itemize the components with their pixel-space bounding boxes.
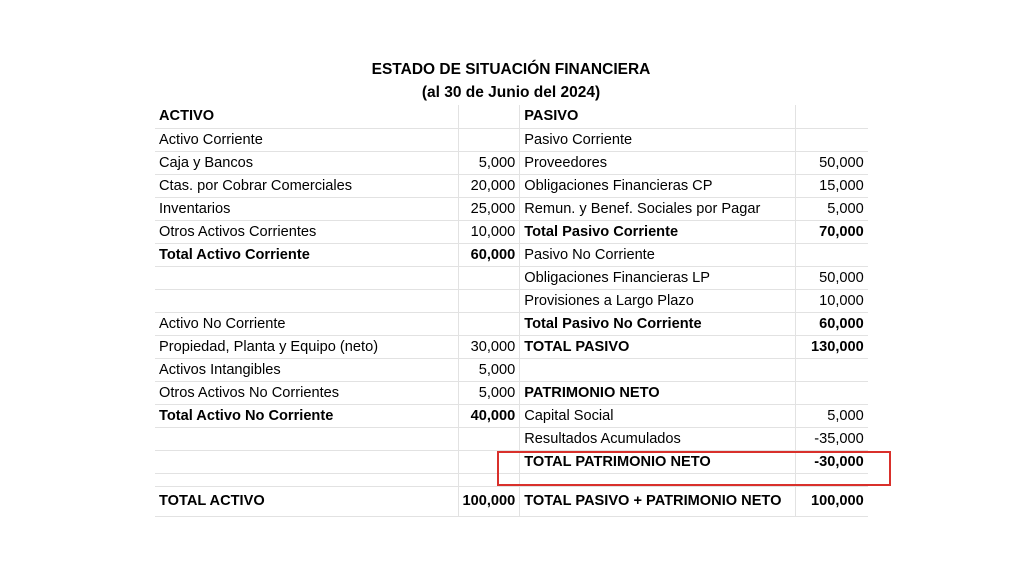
- asset-label: Total Activo Corriente: [155, 243, 458, 266]
- asset-label: Otros Activos No Corrientes: [155, 381, 458, 404]
- asset-value: 10,000: [458, 220, 520, 243]
- spacer-row: [155, 473, 868, 486]
- liability-label: Provisiones a Largo Plazo: [520, 289, 796, 312]
- liability-label: TOTAL PASIVO: [520, 335, 796, 358]
- liability-label: Obligaciones Financieras LP: [520, 266, 796, 289]
- table-row: [155, 427, 868, 450]
- table-row: [155, 128, 868, 151]
- asset-label: Ctas. por Cobrar Comerciales: [155, 174, 458, 197]
- liability-label: Remun. y Benef. Sociales por Pagar: [520, 197, 796, 220]
- liability-value: [796, 128, 868, 151]
- liability-label: PATRIMONIO NETO: [520, 381, 796, 404]
- liability-value: [796, 381, 868, 404]
- asset-value: 20,000: [458, 174, 520, 197]
- statement-title: ESTADO DE SITUACIÓN FINANCIERA: [371, 61, 651, 78]
- asset-value: 40,000: [458, 404, 520, 427]
- asset-value: 30,000: [458, 335, 520, 358]
- asset-value: 25,000: [458, 197, 520, 220]
- liability-value: [796, 473, 868, 486]
- statement-date: (al 30 de Junio del 2024): [421, 84, 601, 101]
- table-row: [155, 197, 868, 220]
- liability-label: [520, 358, 796, 381]
- table-row: [155, 335, 868, 358]
- liability-value: [796, 358, 868, 381]
- liability-label: Proveedores: [520, 151, 796, 174]
- asset-value: [458, 266, 520, 289]
- asset-label: Activos Intangibles: [155, 358, 458, 381]
- asset-label: Total Activo No Corriente: [155, 404, 458, 427]
- liability-label: [520, 473, 796, 486]
- liability-value: [796, 243, 868, 266]
- liability-value: 70,000: [796, 220, 868, 243]
- liability-label: Total Pasivo Corriente: [520, 220, 796, 243]
- liability-label: Capital Social: [520, 404, 796, 427]
- table-row: [155, 220, 868, 243]
- asset-value: [458, 473, 520, 486]
- table-row: [155, 151, 868, 174]
- liability-label: PASIVO: [520, 105, 796, 128]
- total-row: [155, 486, 868, 516]
- asset-label: [155, 266, 458, 289]
- liability-label: Resultados Acumulados: [520, 427, 796, 450]
- liability-label: Obligaciones Financieras CP: [520, 174, 796, 197]
- table-row: [155, 358, 868, 381]
- asset-value: 5,000: [458, 151, 520, 174]
- liability-label: TOTAL PATRIMONIO NETO: [520, 450, 796, 473]
- liability-value: 130,000: [796, 335, 868, 358]
- asset-label: [155, 450, 458, 473]
- asset-value: [458, 427, 520, 450]
- table-row: [155, 174, 868, 197]
- asset-label: Activo Corriente: [155, 128, 458, 151]
- liability-value: 60,000: [796, 312, 868, 335]
- liability-value: 50,000: [796, 151, 868, 174]
- asset-value: [458, 289, 520, 312]
- liability-value: 5,000: [796, 404, 868, 427]
- asset-value: 100,000: [458, 486, 520, 516]
- asset-label: [155, 289, 458, 312]
- liability-value: 15,000: [796, 174, 868, 197]
- table-row: [155, 243, 868, 266]
- asset-value: 60,000: [458, 243, 520, 266]
- asset-label: Otros Activos Corrientes: [155, 220, 458, 243]
- asset-value: 5,000: [458, 381, 520, 404]
- asset-value: [458, 450, 520, 473]
- balance-sheet-body: [155, 105, 868, 516]
- liability-value: 5,000: [796, 197, 868, 220]
- liability-label: TOTAL PASIVO + PATRIMONIO NETO: [520, 486, 796, 516]
- liability-label: Pasivo No Corriente: [520, 243, 796, 266]
- table-row: [155, 266, 868, 289]
- asset-label: Caja y Bancos: [155, 151, 458, 174]
- liability-value: 10,000: [796, 289, 868, 312]
- asset-label: Activo No Corriente: [155, 312, 458, 335]
- asset-label: [155, 427, 458, 450]
- liability-label: Pasivo Corriente: [520, 128, 796, 151]
- asset-value: [458, 105, 520, 128]
- asset-label: ACTIVO: [155, 105, 458, 128]
- balance-sheet-table: [155, 105, 868, 517]
- table-row: [155, 105, 868, 128]
- table-row: [155, 312, 868, 335]
- table-row: [155, 381, 868, 404]
- asset-value: 5,000: [458, 358, 520, 381]
- asset-value: [458, 312, 520, 335]
- liability-value: 50,000: [796, 266, 868, 289]
- asset-label: TOTAL ACTIVO: [155, 486, 458, 516]
- table-row: [155, 289, 868, 312]
- liability-value: [796, 105, 868, 128]
- liability-label: Total Pasivo No Corriente: [520, 312, 796, 335]
- liability-value: -30,000: [796, 450, 868, 473]
- table-row: [155, 450, 868, 473]
- table-row: [155, 404, 868, 427]
- asset-label: [155, 473, 458, 486]
- liability-value: 100,000: [796, 486, 868, 516]
- asset-value: [458, 128, 520, 151]
- asset-label: Inventarios: [155, 197, 458, 220]
- liability-value: -35,000: [796, 427, 868, 450]
- asset-label: Propiedad, Planta y Equipo (neto): [155, 335, 458, 358]
